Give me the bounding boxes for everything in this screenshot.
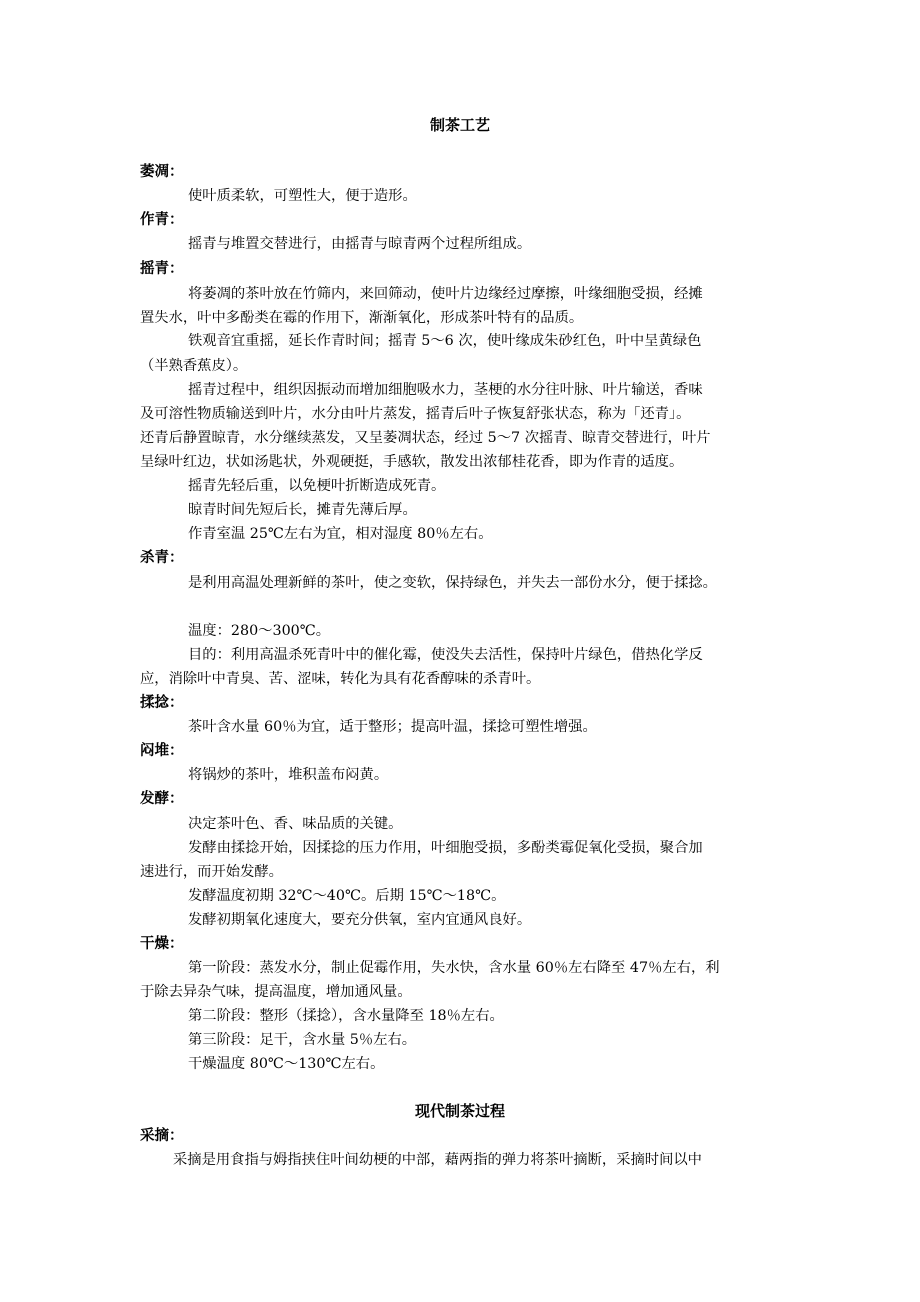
heading-yaoqing: 摇青： <box>140 261 184 277</box>
paragraph-line: 决定茶叶色、香、味品质的关键。 <box>188 816 403 832</box>
heading-shaqing: 杀青： <box>140 550 184 566</box>
paragraph-line: 第二阶段：整形（揉捻），含水量降至 18％左右。 <box>188 1008 504 1024</box>
heading-caizhai: 采摘： <box>140 1128 184 1144</box>
paragraph-line: 温度：280～300℃。 <box>188 623 331 639</box>
paragraph-line: 发酵初期氧化速度大，要充分供氧，室内宜通风良好。 <box>188 912 532 928</box>
paragraph-line: 发酵温度初期 32℃～40℃。后期 15℃～18℃。 <box>188 888 506 904</box>
paragraph-line: 将萎凋的茶叶放在竹筛内，来回筛动，使叶片边缘经过摩擦，叶缘细胞受损，经摊 <box>188 286 703 302</box>
paragraph-line: 第三阶段：足干，含水量 5％左右。 <box>188 1032 417 1048</box>
document-title: 制茶工艺 <box>429 116 490 134</box>
paragraph-line: 将锅炒的茶叶，堆积盖布闷黄。 <box>188 767 389 783</box>
paragraph-line: 目的：利用高温杀死青叶中的催化霉，使没失去活性，保持叶片绿色，借热化学反 <box>188 647 703 663</box>
heading-fajiao: 发酵： <box>140 791 184 807</box>
paragraph-line: 铁观音宜重摇，延长作青时间；摇青 5～6 次，使叶缘成朱砂红色，叶中呈黄绿色 <box>188 333 702 349</box>
paragraph-line: 晾青时间先短后长，摊青先薄后厚。 <box>188 502 417 518</box>
paragraph-line: 茶叶含水量 60％为宜，适于整形；提高叶温，揉捻可塑性增强。 <box>188 719 597 735</box>
heading-ganzao: 干燥： <box>140 936 184 952</box>
paragraph-line: 作青室温 25℃左右为宜，相对湿度 80％左右。 <box>188 526 493 542</box>
paragraph-line: 还青后静置晾青，水分继续蒸发，又呈萎凋状态，经过 5～7 次摇青、晾青交替进行，叶片 <box>140 430 711 446</box>
paragraph-line: 呈绿叶红边，状如汤匙状，外观硬挺，手感软，散发出浓郁桂花香，即为作青的适度。 <box>140 454 684 470</box>
paragraph-line: 发酵由揉捻开始，因揉捻的压力作用，叶细胞受损，多酚类霉促氧化受损，聚合加 <box>188 840 703 856</box>
paragraph-line: 摇青先轻后重，以免梗叶折断造成死青。 <box>188 478 446 494</box>
paragraph-line: 摇青与堆置交替进行，由摇青与晾青两个过程所组成。 <box>188 236 532 252</box>
paragraph-line: 第一阶段：蒸发水分，制止促霉作用，失水快，含水量 60％左右降至 47％左右，利 <box>188 960 720 976</box>
paragraph-line: 摇青过程中，组织因振动而增加细胞吸水力，茎梗的水分往叶脉、叶片输送，香味 <box>188 382 703 398</box>
paragraph-line: 速进行，而开始发酵。 <box>140 864 283 880</box>
paragraph-line: 于除去异杂气味，提高温度，增加通风量。 <box>140 984 412 1000</box>
heading-zuoqing: 作青： <box>140 212 184 228</box>
heading-rounian: 揉捻： <box>140 695 184 711</box>
paragraph-line: 使叶质柔软，可塑性大，便于造形。 <box>188 188 417 204</box>
paragraph-line: 采摘是用食指与姆指挟住叶间幼梗的中部，藉两指的弹力将茶叶摘断，采摘时间以中 <box>173 1152 702 1168</box>
paragraph-line: 及可溶性物质输送到叶片，水分由叶片蒸发，摇青后叶子恢复舒张状态，称为「还青」。 <box>140 406 691 422</box>
heading-weidiao: 萎凋： <box>140 164 184 180</box>
heading-mendui: 闷堆： <box>140 743 184 759</box>
paragraph-line: 置失水，叶中多酚类在霉的作用下，渐渐氧化，形成茶叶特有的品质。 <box>140 310 584 326</box>
paragraph-line: 应，消除叶中青臭、苦、涩味，转化为具有花香醇味的杀青叶。 <box>140 671 541 687</box>
paragraph-line: 是利用高温处理新鲜的茶叶，使之变软，保持绿色，并失去一部份水分，便于揉捻。 <box>188 575 717 591</box>
paragraph-line: 干燥温度 80℃～130℃左右。 <box>188 1056 385 1072</box>
paragraph-line: （半熟香蕉皮）。 <box>140 358 248 374</box>
section-title: 现代制茶过程 <box>414 1102 505 1120</box>
